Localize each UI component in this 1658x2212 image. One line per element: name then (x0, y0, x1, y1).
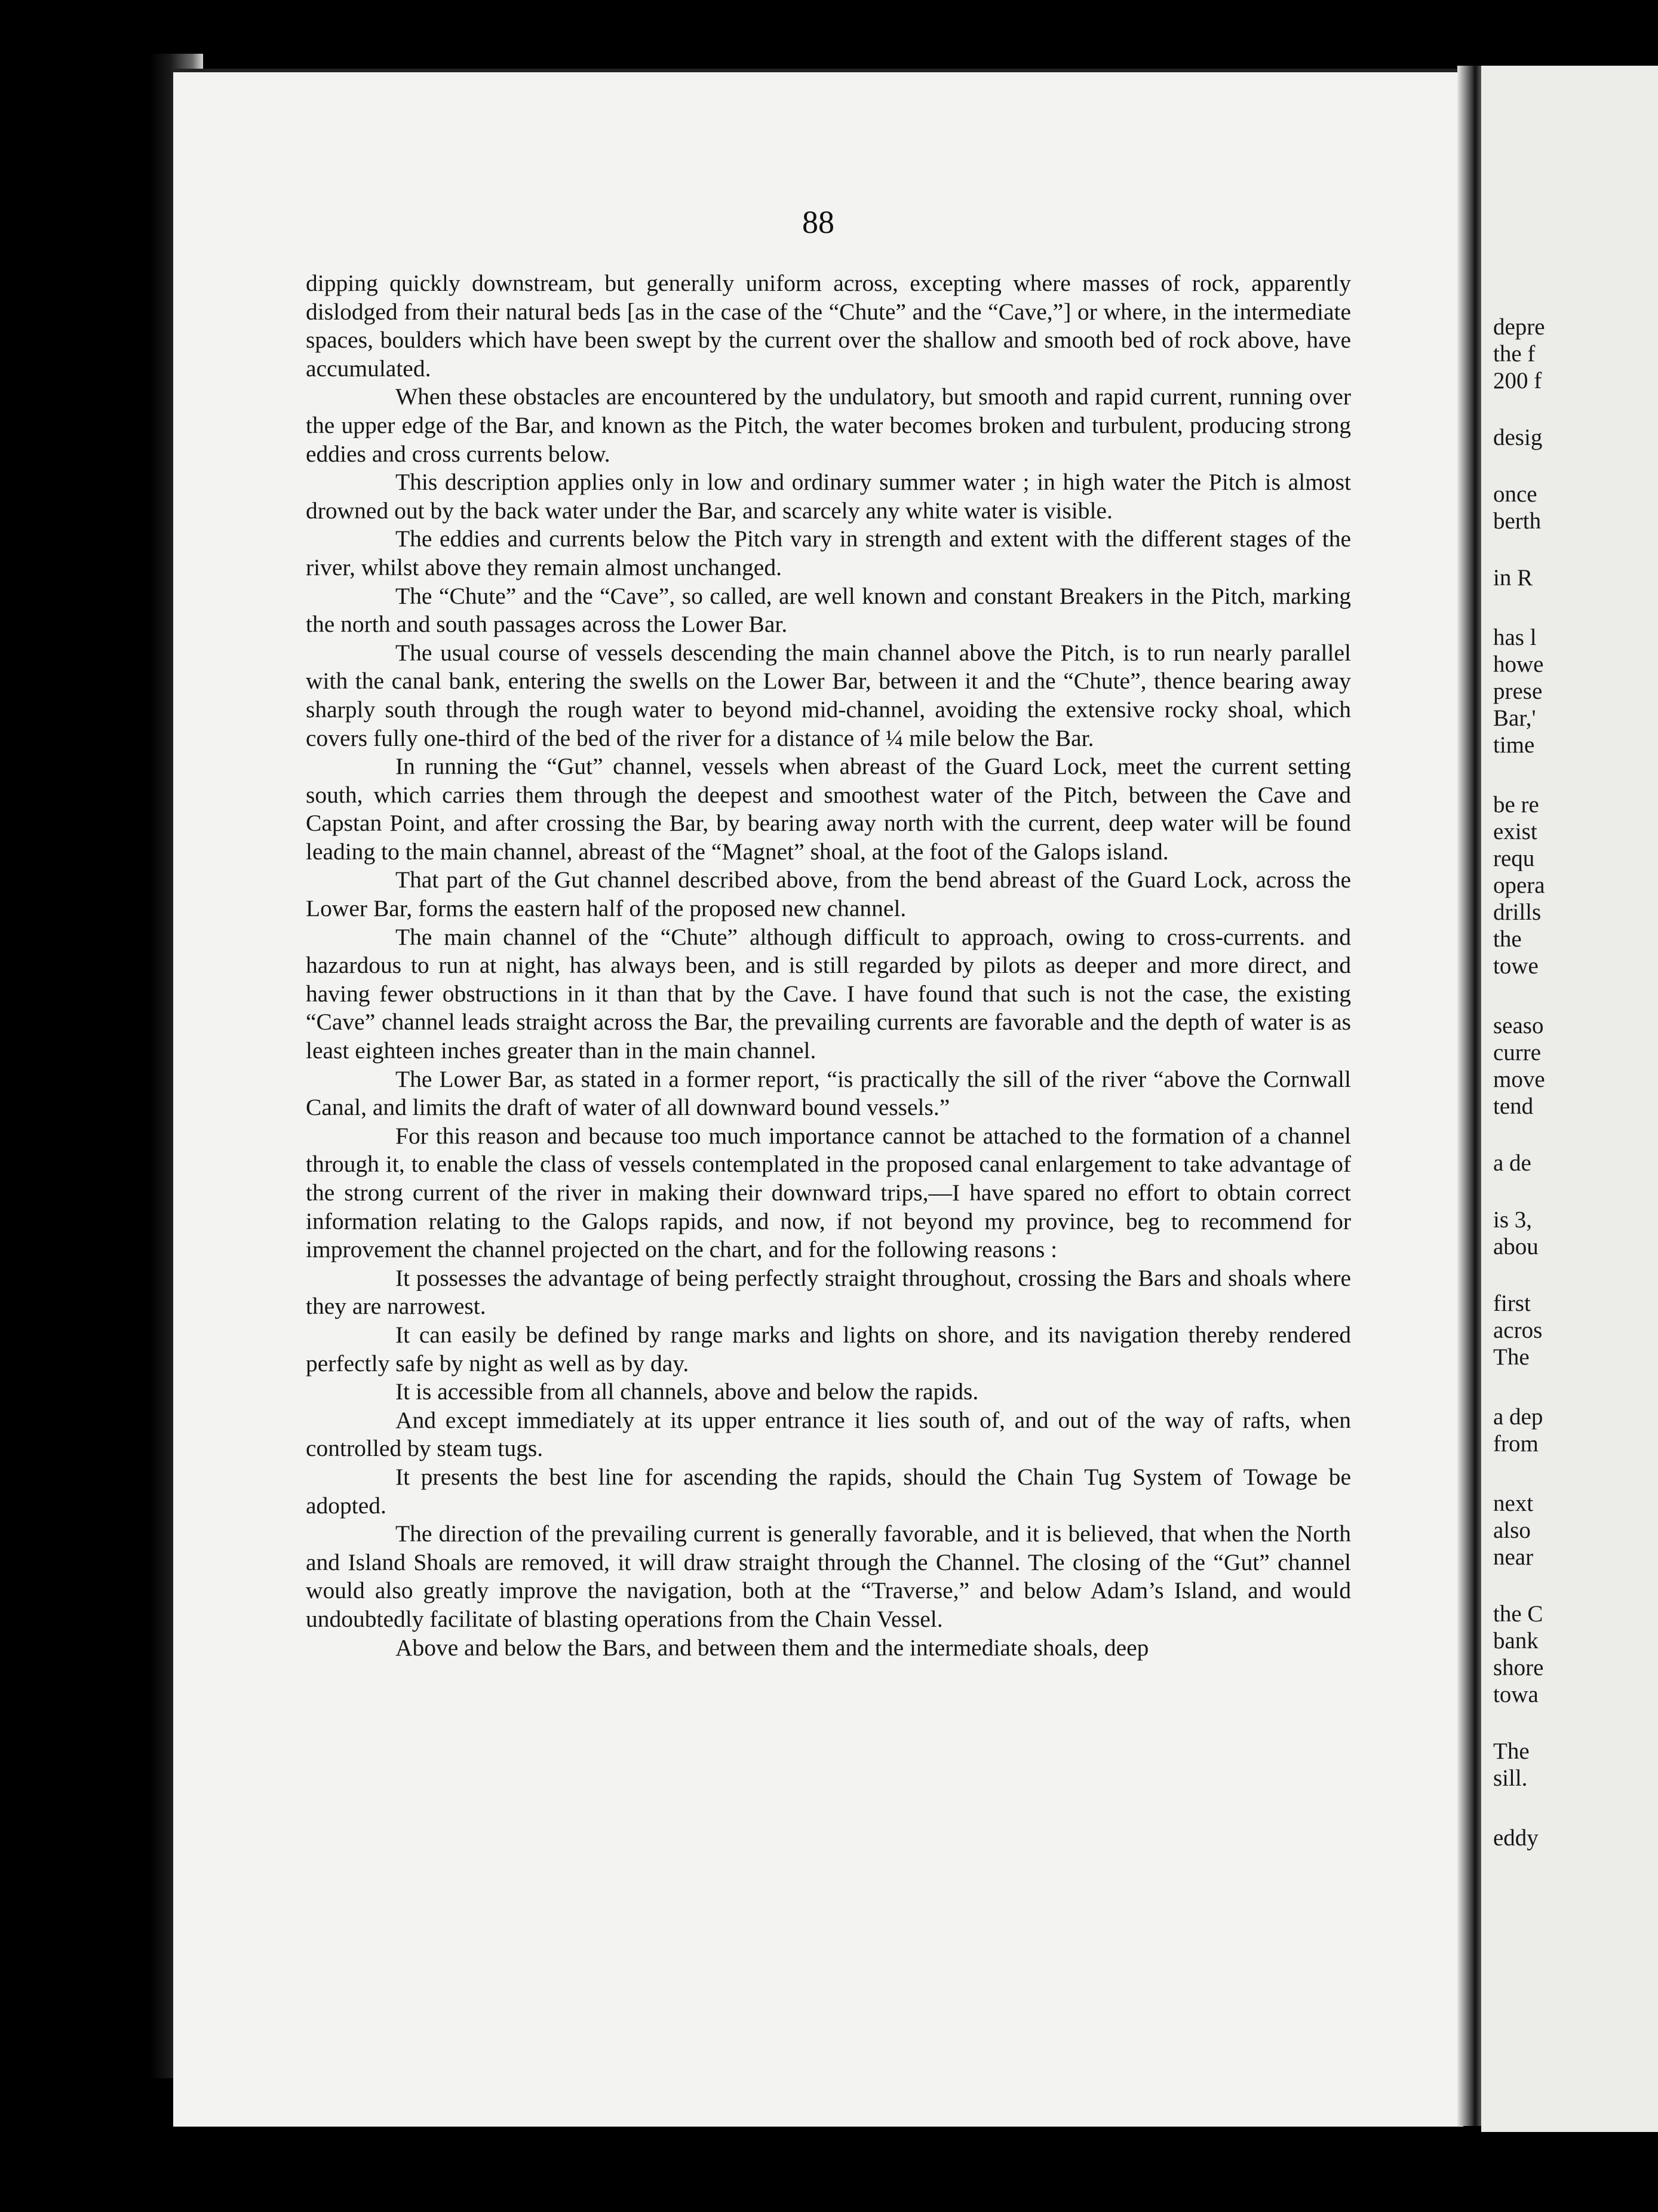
right-page-fragment: bank (1493, 1628, 1539, 1654)
paragraph: It possesses the advantage of being perfectly straight throughout, crossing the Bars and shoals where they are narrowest. (306, 1264, 1351, 1320)
right-page-fragment: a dep (1493, 1404, 1543, 1430)
right-page-fragment: move (1493, 1067, 1545, 1092)
right-page-fragment: exist (1493, 819, 1537, 844)
right-page-fragment: tend (1493, 1093, 1534, 1119)
right-page-fragment: towa (1493, 1682, 1539, 1707)
right-page-fragment: the f (1493, 341, 1536, 367)
paragraph: It is accessible from all channels, above and below the rapids. (395, 1378, 979, 1405)
right-page-fragment: is 3, (1493, 1207, 1533, 1233)
right-page-fragment: requ (1493, 846, 1535, 871)
right-page-fragment: berth (1493, 508, 1542, 534)
right-page-fragment: next (1493, 1491, 1534, 1516)
right-page (1481, 66, 1658, 2132)
right-page-fragment: abou (1493, 1234, 1539, 1259)
paragraph: And except immediately at its upper entrance it lies south of, and out of the way of rafts, when controlled by steam tugs. (306, 1406, 1351, 1462)
right-page-fragment: opera (1493, 872, 1545, 898)
right-page-fragment: curre (1493, 1040, 1542, 1065)
right-page-fragment: time (1493, 732, 1535, 758)
right-page-fragment: seaso (1493, 1013, 1544, 1039)
right-page-fragment: howe (1493, 652, 1544, 677)
right-page-fragment: once (1493, 481, 1537, 507)
paragraph: That part of the Gut channel described above, from the bend abreast of the Guard Lock, across the Lower Bar, forms the eastern half of the proposed new channel. (306, 867, 1351, 922)
right-page-fragment: be re (1493, 792, 1539, 818)
right-page-fragment: acros (1493, 1317, 1543, 1343)
right-page-fragment: drills (1493, 899, 1542, 925)
right-page-fragment: the C (1493, 1601, 1543, 1627)
right-page-fragment: desig (1493, 425, 1543, 450)
right-page-fragment: The (1493, 1738, 1530, 1764)
paragraph: In running the “Gut” channel, vessels when abreast of the Guard Lock, meet the current setting south, which carries them through the deepest and smoothest water of the Pitch, between the Cave and Capstan Point, and after crossing the Bar, by bearing away north with the current, deep water will be found leading to the main channel, abreast of the “Magnet” shoal, at the foot of the Galops island. (306, 753, 1351, 865)
paragraph: When these obstacles are encountered by the undulatory, but smooth and rapid current, running over the upper edge of the Bar, and known as the Pitch, the water becomes broken and turbulent, producing strong eddies and cross currents below. (306, 383, 1351, 467)
paragraph: The eddies and currents below the Pitch vary in strength and extent with the different stages of the river, whilst above they remain almost unchanged. (306, 526, 1351, 580)
right-page-fragment: near (1493, 1544, 1534, 1570)
paragraph: It can easily be defined by range marks and lights on shore, and its navigation thereby rendered perfectly safe by night as well as by day. (306, 1321, 1351, 1377)
paragraph: Above and below the Bars, and between them and the intermediate shoals, deep (395, 1634, 1149, 1661)
right-page-fragment: from (1493, 1431, 1539, 1457)
right-page-fragment: 200 f (1493, 368, 1542, 394)
right-page-fragment: first (1493, 1291, 1531, 1316)
paragraph: The Lower Bar, as stated in a former report, “is practically the sill of the river “above the Cornwall Canal, and limits the draft of water of all downward bound vessels.” (306, 1065, 1351, 1121)
right-page-fragment: in R (1493, 565, 1533, 591)
paragraph: For this reason and because too much importance cannot be attached to the formation of a channel through it, to enable the class of vessels contemplated in the proposed canal enlargement to take advantage of the strong current of the river in making their downward trips,—I have spared no effort to obtain correct information relating to the Galops rapids, and now, if not beyond my province, beg to recommend for improvement the channel projected on the chart, and for the following reasons : (306, 1122, 1351, 1263)
paragraph: The main channel of the “Chute” although difficult to approach, owing to cross-currents. and hazardous to run at night, has always been, and is still regarded by pilots as deeper and more direct, and having fewer obstructions in it than that by the Cave. I have found that such is not the case, the existing “Cave” channel leads straight across the Bar, the prevailing currents are favorable and the depth of water is as least eighteen inches greater than in the main channel. (306, 923, 1351, 1064)
right-page-fragment: also (1493, 1517, 1531, 1543)
right-page-fragment: prese (1493, 678, 1543, 704)
paragraph: dipping quickly downstream, but generally uniform across, excepting where masses of rock, apparently dislodged from their natural beds [as in the case of the “Chute” and the “Cave,”] or where, in the intermediate spaces, boulders which have been swept by the current over the shallow and smooth bed of rock above, have accumulated. (306, 270, 1351, 382)
right-page-fragment: the (1493, 926, 1522, 952)
page-number: 88 (802, 204, 834, 240)
paragraph: The direction of the prevailing current is generally favorable, and it is believed, that when the North and Island Shoals are removed, it will draw straight through the Channel. The closing of the “Gut” channel would also greatly improve the navigation, both at the “Traverse,” and below Adam’s Island, and would undoubtedly facilitate of blasting operations from the Chain Vessel. (306, 1520, 1351, 1632)
right-page-fragment: sill. (1493, 1765, 1528, 1791)
left-page (173, 69, 1463, 2127)
paragraph: This description applies only in low and ordinary summer water ; in high water the Pitch is almost drowned out by the back water under the Bar, and scarcely any white water is visible. (306, 469, 1351, 524)
right-page-fragment: a de (1493, 1150, 1531, 1176)
right-page-fragment: towe (1493, 953, 1539, 979)
right-page-fragment: Bar,' (1493, 705, 1536, 731)
body-text (306, 269, 1351, 1662)
paragraph: The usual course of vessels descending the main channel above the Pitch, is to run nearly parallel with the canal bank, entering the swells on the Lower Bar, between it and the “Chute”, thence bearing away sharply south through the rough water to beyond mid-channel, avoiding the extensive rocky shoal, which covers fully one-third of the bed of the river for a distance of ¼ mile below the Bar. (306, 639, 1351, 751)
right-page-fragment: has l (1493, 625, 1537, 650)
paragraph: It presents the best line for ascending the rapids, should the Chain Tug System of Towage be adopted. (306, 1463, 1351, 1519)
right-page-fragment: The (1493, 1344, 1530, 1370)
right-page-fragment: eddy (1493, 1825, 1539, 1851)
right-page-fragment: shore (1493, 1655, 1544, 1680)
paragraph: The “Chute” and the “Cave”, so called, are well known and constant Breakers in the Pitch, marking the north and south passages across the Lower Bar. (306, 582, 1351, 638)
right-page-fragment: depre (1493, 314, 1545, 340)
